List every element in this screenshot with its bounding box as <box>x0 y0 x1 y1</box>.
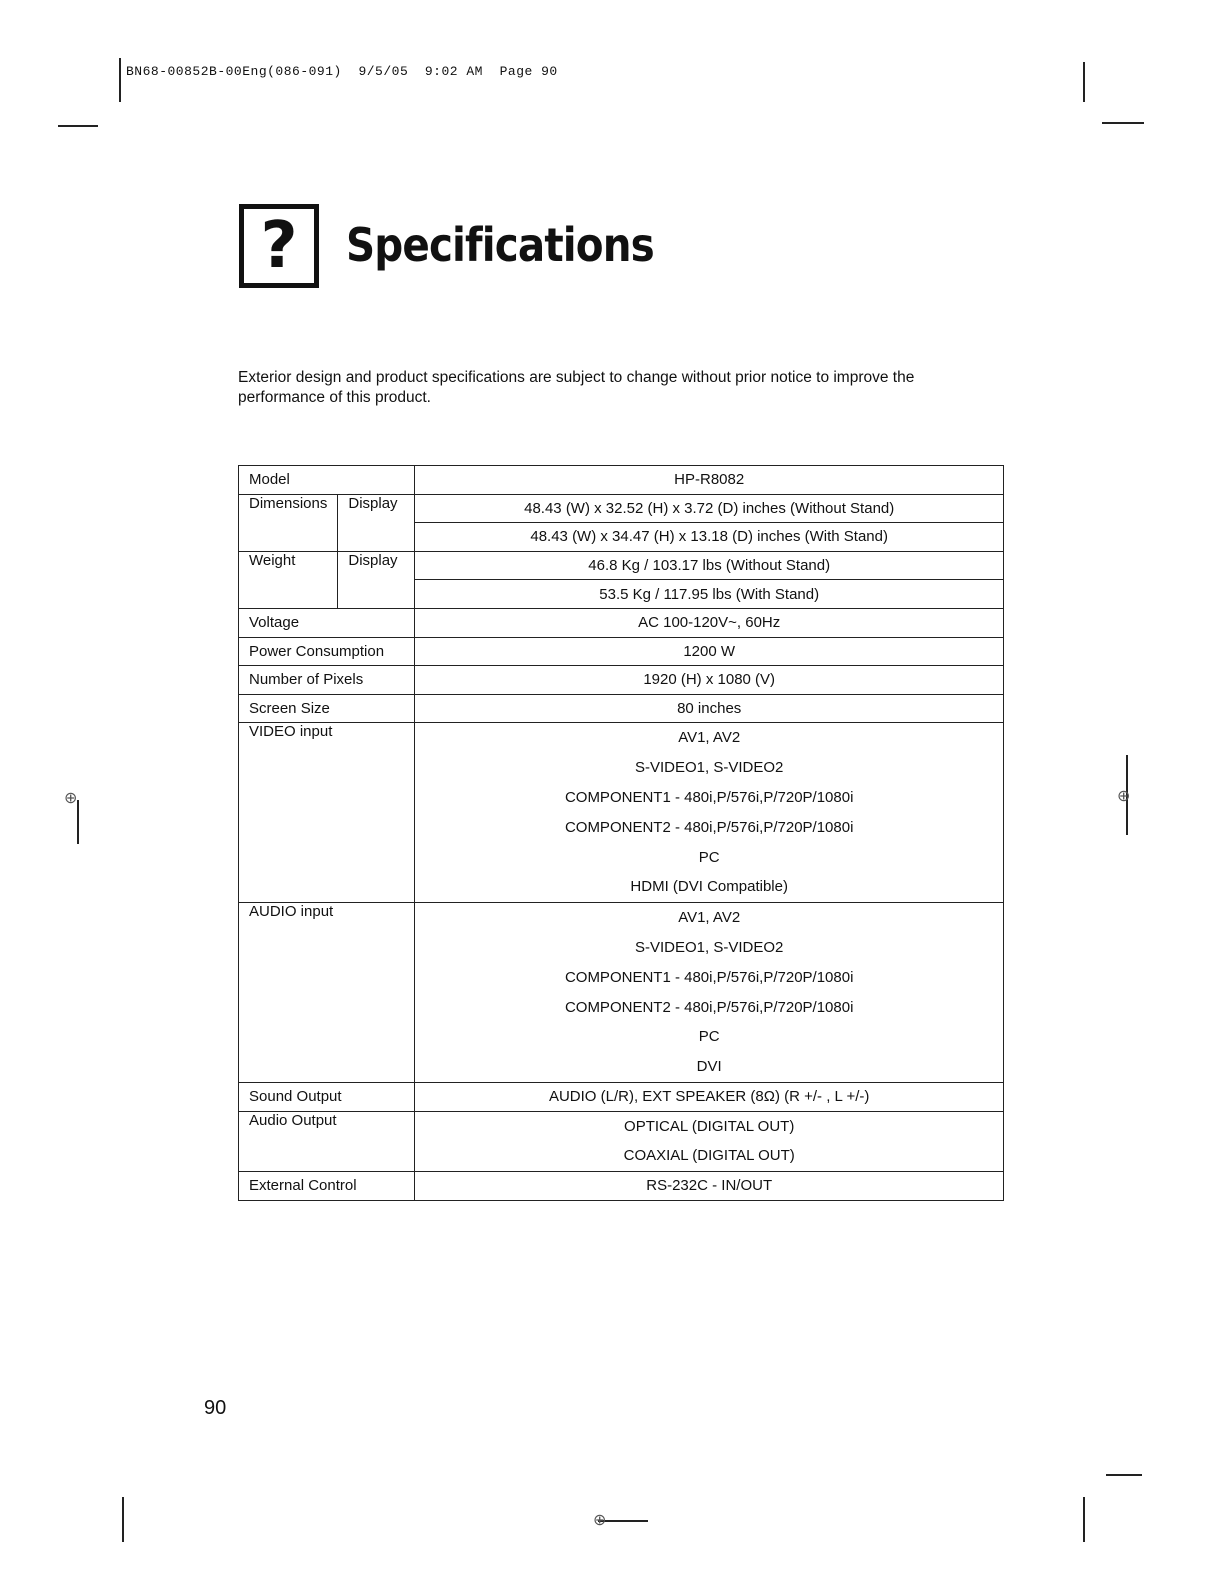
spec-label: External Control <box>239 1172 415 1201</box>
crop-mark <box>1083 1497 1085 1542</box>
spec-value: COMPONENT2 - 480i,P/576i,P/720P/1080i <box>564 998 854 1016</box>
print-time: 9:02 AM <box>424 64 483 79</box>
spec-label: Power Consumption <box>239 637 415 666</box>
spec-value: AV1, AV2 <box>678 729 741 747</box>
table-row <box>239 466 1004 495</box>
spec-value: RS-232C - IN/OUT <box>415 1172 1004 1201</box>
spec-label: AUDIO input <box>239 903 415 1083</box>
registration-mark-icon: ⊕ <box>64 790 78 807</box>
spec-label: Voltage <box>239 608 415 637</box>
spec-label: Number of Pixels <box>239 666 415 695</box>
table-row <box>239 1172 1004 1201</box>
spec-value: AUDIO (L/R), EXT SPEAKER (8Ω) (R +/- , L +/-) <box>415 1082 1004 1111</box>
print-header <box>126 64 558 79</box>
crop-mark <box>122 1497 124 1542</box>
spec-value: DVI <box>696 1058 722 1076</box>
print-date: 9/5/05 <box>358 64 409 79</box>
spec-value: 80 inches <box>415 694 1004 723</box>
print-page-label: Page <box>499 64 533 79</box>
spec-value-list <box>415 1111 1004 1172</box>
page-number: 90 <box>204 1397 227 1419</box>
print-page-ref: 90 <box>541 64 558 79</box>
spec-value: S-VIDEO1, S-VIDEO2 <box>635 759 784 777</box>
spec-value: PC <box>698 848 720 866</box>
crop-mark <box>119 58 121 102</box>
spec-value: PC <box>698 1028 720 1046</box>
spec-label: Model <box>239 466 415 495</box>
spec-label: Sound Output <box>239 1082 415 1111</box>
spec-value: 1920 (H) x 1080 (V) <box>415 666 1004 695</box>
spec-sublabel: Display <box>338 551 415 608</box>
spec-sublabel: Display <box>338 494 415 551</box>
table-row <box>239 494 1004 523</box>
table-row <box>239 608 1004 637</box>
spec-label: Screen Size <box>239 694 415 723</box>
table-row <box>239 1082 1004 1111</box>
table-row <box>239 1111 1004 1172</box>
spec-value: 48.43 (W) x 34.47 (H) x 13.18 (D) inches (With Stand) <box>415 523 1004 552</box>
spec-value: HDMI (DVI Compatible) <box>630 878 788 896</box>
spec-value: COMPONENT1 - 480i,P/576i,P/720P/1080i <box>564 788 854 806</box>
spec-value: COMPONENT1 - 480i,P/576i,P/720P/1080i <box>564 968 854 986</box>
registration-mark-icon: ⊕ <box>1117 788 1131 805</box>
spec-value-list <box>415 723 1004 903</box>
table-row <box>239 694 1004 723</box>
crop-mark <box>1083 62 1085 102</box>
spec-label: VIDEO input <box>239 723 415 903</box>
table-row <box>239 666 1004 695</box>
crop-mark <box>58 125 98 127</box>
table-row <box>239 637 1004 666</box>
crop-mark <box>1106 1474 1142 1476</box>
spec-value: 1200 W <box>415 637 1004 666</box>
crop-mark <box>1102 122 1144 124</box>
page-title: Specifications <box>346 218 654 272</box>
spec-value: HP-R8082 <box>415 466 1004 495</box>
spec-value: AC 100-120V~, 60Hz <box>415 608 1004 637</box>
registration-mark-icon: ⊕ <box>593 1512 607 1529</box>
intro-text: Exterior design and product specifications are subject to change without prior notice to improve the performance of this product. <box>238 369 915 406</box>
table-row <box>239 551 1004 580</box>
spec-value: 53.5 Kg / 117.95 lbs (With Stand) <box>415 580 1004 609</box>
spec-value: COMPONENT2 - 480i,P/576i,P/720P/1080i <box>564 818 854 836</box>
spec-value: S-VIDEO1, S-VIDEO2 <box>635 938 784 956</box>
spec-value: 46.8 Kg / 103.17 lbs (Without Stand) <box>415 551 1004 580</box>
table-row <box>239 903 1004 1083</box>
print-file: BN68-00852B-00Eng(086-091) <box>126 64 342 79</box>
spec-label: Dimensions <box>239 494 338 551</box>
spec-value: AV1, AV2 <box>678 909 741 927</box>
spec-value: OPTICAL (DIGITAL OUT) <box>624 1117 795 1135</box>
table-row <box>239 723 1004 903</box>
question-mark-icon: ? <box>239 204 319 288</box>
specifications-table <box>238 465 1004 1201</box>
spec-label: Weight <box>239 551 338 608</box>
spec-value-list <box>415 903 1004 1083</box>
spec-label: Audio Output <box>239 1111 415 1172</box>
spec-value: COAXIAL (DIGITAL OUT) <box>623 1147 795 1165</box>
spec-value: 48.43 (W) x 32.52 (H) x 3.72 (D) inches (Without Stand) <box>415 494 1004 523</box>
